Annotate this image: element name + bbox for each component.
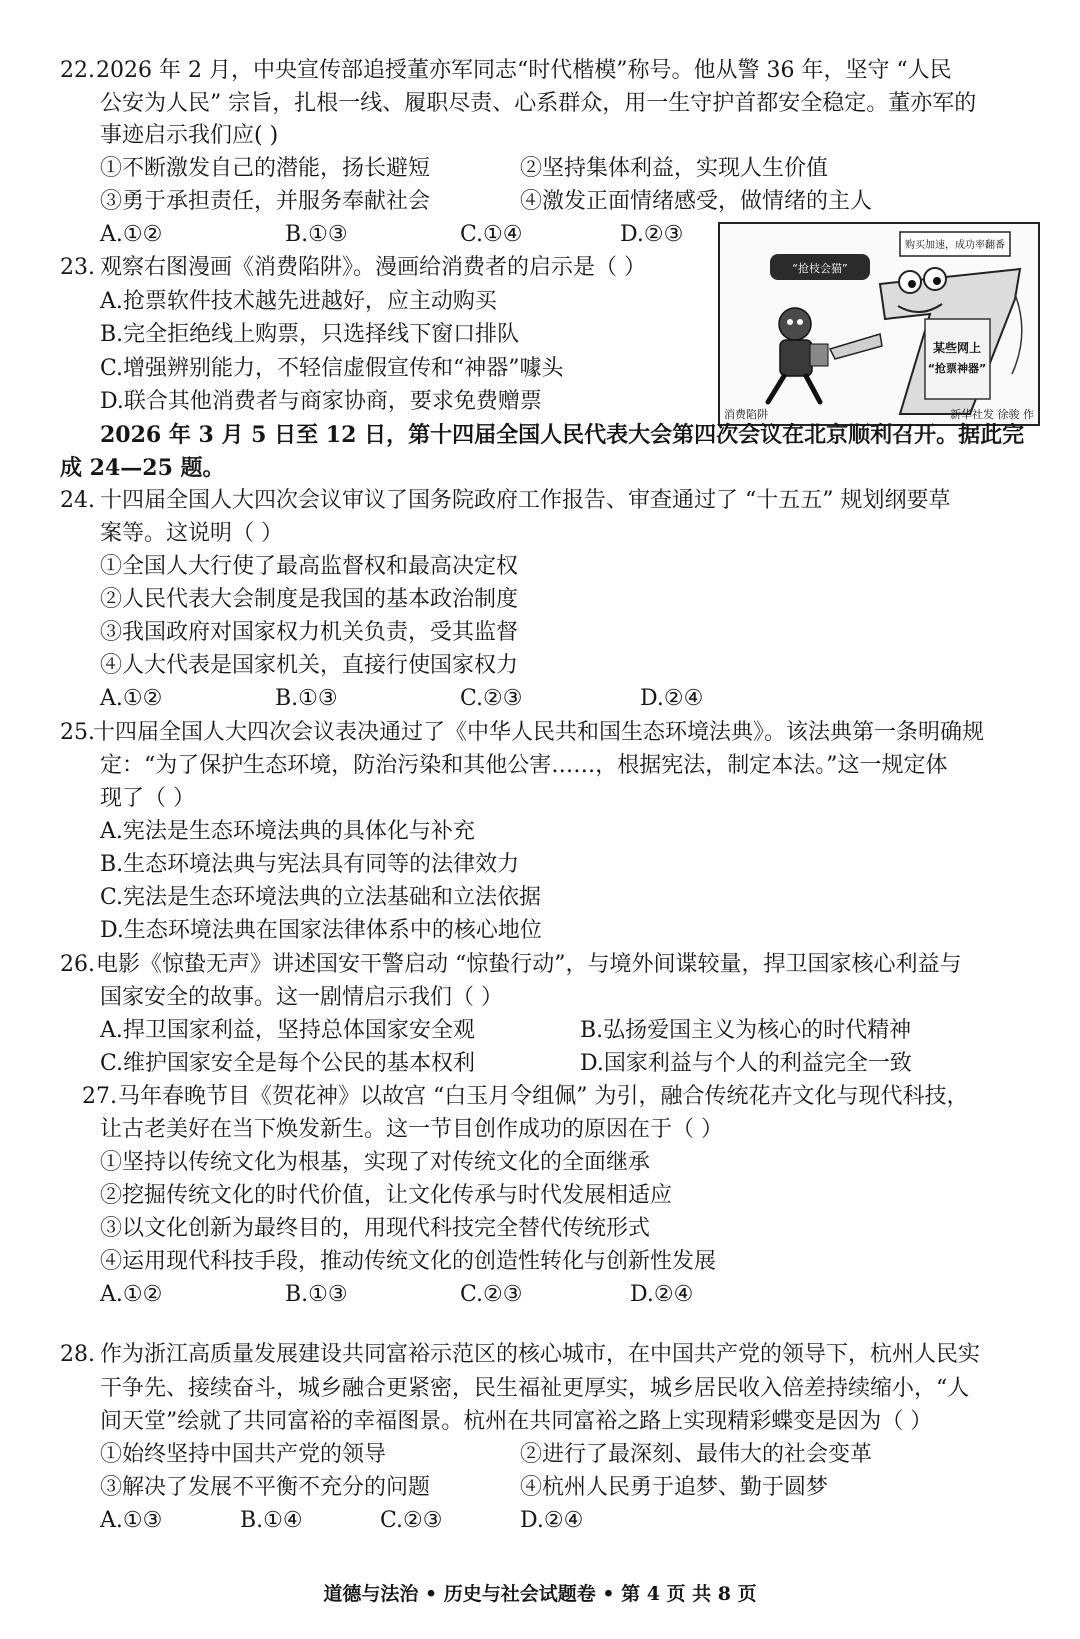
q28-statement-2: ②进行了最深刻、最伟大的社会变革 — [520, 1442, 873, 1467]
q23-option-b: B.完全拒绝线上购票，只选择线下窗口排队 — [100, 322, 520, 347]
q22-option-a: A.①② — [100, 222, 163, 247]
q27-stem-line1: 马年春晚节目《贺花神》以故宫 “白玉月令组佩” 为引，融合传统花卉文化与现代科技， — [118, 1084, 969, 1109]
q23-number: 23. — [60, 255, 95, 280]
q25-option-a: A.宪法是生态环境法典的具体化与补充 — [100, 819, 475, 844]
sign-rope — [1012, 294, 1022, 374]
cartoon-drawing — [720, 224, 1038, 424]
sign-text-line2: “抢票神器” — [927, 362, 987, 375]
q24-number: 24. — [60, 488, 95, 513]
q22-stem-line3: 事迹启示我们应( ) — [100, 123, 279, 148]
q28-statement-3: ③解决了发展不平衡不充分的问题 — [100, 1475, 431, 1500]
q27-option-d: D.②④ — [630, 1282, 694, 1307]
q22-statement-1: ①不断激发自己的潜能，扬长避短 — [100, 156, 431, 181]
person-head — [779, 308, 811, 340]
q27-option-a: A.①② — [100, 1282, 163, 1307]
q25-stem-line3: 现了（ ） — [100, 786, 195, 811]
q26-option-d: D.国家利益与个人的利益完全一致 — [580, 1051, 912, 1076]
q27-statement-4: ④运用现代科技手段，推动传统文化的创造性转化与创新性发展 — [100, 1249, 717, 1274]
q28-stem-line3: 间天堂”绘就了共同富裕的幸福图景。杭州在共同富裕之路上实现精彩蝶变是因为（ ） — [100, 1409, 933, 1434]
q22-option-b: B.①③ — [285, 222, 348, 247]
q26-option-b: B.弘扬爱国主义为核心的时代精神 — [580, 1018, 912, 1043]
q28-option-b: B.①④ — [240, 1508, 303, 1533]
q24-option-b: B.①③ — [275, 686, 338, 711]
sign-board — [925, 319, 990, 399]
q24-option-a: A.①② — [100, 686, 163, 711]
q25-stem-line1: 十四届全国人大四次会议表决通过了《中华人民共和国生态环境法典》。该法典第一条明确规 — [93, 720, 985, 745]
sign-text-line1: 某些网上 — [932, 341, 982, 355]
q28-stem-line1: 作为浙江高质量发展建设共同富裕示范区的核心城市，在中国共产党的领导下，杭州人民实 — [100, 1342, 981, 1367]
q27-option-c: C.②③ — [460, 1282, 523, 1307]
q26-option-a: A.捍卫国家利益，坚持总体国家安全观 — [100, 1018, 475, 1043]
q23-option-a: A.抢票软件技术越先进越好，应主动购买 — [100, 289, 497, 314]
q28-stem-line2: 干争先、接续奋斗，城乡融合更紧密，民生福祉更厚实，城乡居民收入倍差持续缩小，“人 — [100, 1376, 970, 1401]
q27-option-b: B.①③ — [285, 1282, 348, 1307]
q24-stem-line1: 十四届全国人大四次会议审议了国务院政府工作报告、审查通过了 “十五五” 规划纲要草 — [100, 488, 951, 513]
q22-statement-4: ④激发正面情绪感受，做情绪的主人 — [520, 189, 873, 214]
q22-stem-line2: 公安为人民” 宗旨，扎根一线、履职尽责、心系群众，用一生守护首都安全稳定。董亦军的 — [100, 91, 977, 116]
q28-statement-1: ①始终坚持中国共产党的领导 — [100, 1442, 387, 1467]
cartoon-caption-title: 消费陷阱 — [724, 408, 768, 421]
q22-stem-line1: 2026 年 2 月，中央宣传部追授董亦军同志“时代楷模”称号。他从警 36 年，坚守 “人民 — [96, 58, 952, 83]
q25-option-c: C.宪法是生态环境法典的立法基础和立法依据 — [100, 885, 542, 910]
q24-stem-line2: 案等。这说明（ ） — [100, 521, 283, 546]
q27-number: 27. — [82, 1084, 117, 1109]
q24-statement-1: ①全国人大行使了最高监督权和最高决定权 — [100, 554, 519, 579]
q25-option-d: D.生态环境法典在国家法律体系中的核心地位 — [100, 918, 542, 943]
q26-option-c: C.维护国家安全是每个公民的基本权利 — [100, 1051, 476, 1076]
person-legs — [768, 376, 820, 402]
consumer-trap-cartoon — [718, 222, 1040, 426]
q25-number: 25. — [60, 720, 95, 745]
q22-option-d: D.②③ — [620, 222, 684, 247]
q23-stem: 观察右图漫画《消费陷阱》。漫画给消费者的启示是（ ） — [100, 255, 646, 280]
q28-option-d: D.②④ — [520, 1508, 584, 1533]
person-phone — [810, 344, 828, 366]
q22-number: 22. — [60, 58, 95, 83]
q27-statement-2: ②挖掘传统文化的时代价值，让文化传承与时代发展相适应 — [100, 1183, 673, 1208]
q24-option-d: D.②④ — [640, 686, 704, 711]
q23-option-d: D.联合其他消费者与商家协商，要求免费赠票 — [100, 389, 542, 414]
q25-stem-line2: 定：“为了保护生态环境，防治污染和其他公害……，根据宪法，制定本法。”这一规定体 — [100, 753, 948, 778]
q23-option-c: C.增强辨别能力，不轻信虚假宣传和“神器”噱头 — [100, 356, 564, 381]
person-body — [780, 340, 812, 376]
q28-option-c: C.②③ — [380, 1508, 443, 1533]
q22-statement-2: ②坚持集体利益，实现人生价值 — [520, 156, 829, 181]
pointing-arm — [830, 334, 882, 359]
q27-stem-line2: 让古老美好在当下焕发新生。这一节目创作成功的原因在于（ ） — [100, 1117, 723, 1142]
q24-statement-3: ③我国政府对国家权力机关负责，受其监督 — [100, 620, 519, 645]
q26-stem-line1: 电影《惊蛰无声》讲述国安干警启动 “惊蛰行动”，与境外间谍较量，捍卫国家核心利益与 — [96, 952, 962, 977]
q28-number: 28. — [60, 1342, 95, 1367]
speech-bubble-text: 购买加速，成功率翻番 — [905, 240, 1005, 251]
q22-statement-3: ③勇于承担责任，并服务奉献社会 — [100, 189, 431, 214]
q27-statement-1: ①坚持以传统文化为根基，实现了对传统文化的全面继承 — [100, 1150, 651, 1175]
q28-option-a: A.①③ — [100, 1508, 163, 1533]
q24-statement-4: ④人大代表是国家机关，直接行使国家权力 — [100, 653, 519, 678]
q28-statement-4: ④杭州人民勇于追梦、勤于圆梦 — [520, 1475, 829, 1500]
q24-option-c: C.②③ — [460, 686, 523, 711]
q26-stem-line2: 国家安全的故事。这一剧情启示我们（ ） — [100, 985, 503, 1010]
intro-line2: 成 24—25 题。 — [60, 455, 225, 481]
q22-option-c: C.①④ — [460, 222, 523, 247]
q24-statement-2: ②人民代表大会制度是我国的基本政治制度 — [100, 587, 519, 612]
q27-statement-3: ③以文化创新为最终目的，用现代科技完全替代传统形式 — [100, 1216, 651, 1241]
q25-option-b: B.生态环境法典与宪法具有同等的法律效力 — [100, 852, 520, 877]
page-footer: 道德与法治 • 历史与社会试题卷 • 第 4 页 共 8 页 — [323, 1583, 757, 1605]
intro-line1: 2026 年 3 月 5 日至 12 日，第十四届全国人民代表大会第四次会议在北京顺利召开。据此完 — [100, 422, 1025, 448]
cartoon-caption-credit: 新华社发 徐骏 作 — [950, 408, 1034, 421]
q26-number: 26. — [60, 952, 95, 977]
banner-text: “抢枝会猫” — [792, 262, 848, 275]
